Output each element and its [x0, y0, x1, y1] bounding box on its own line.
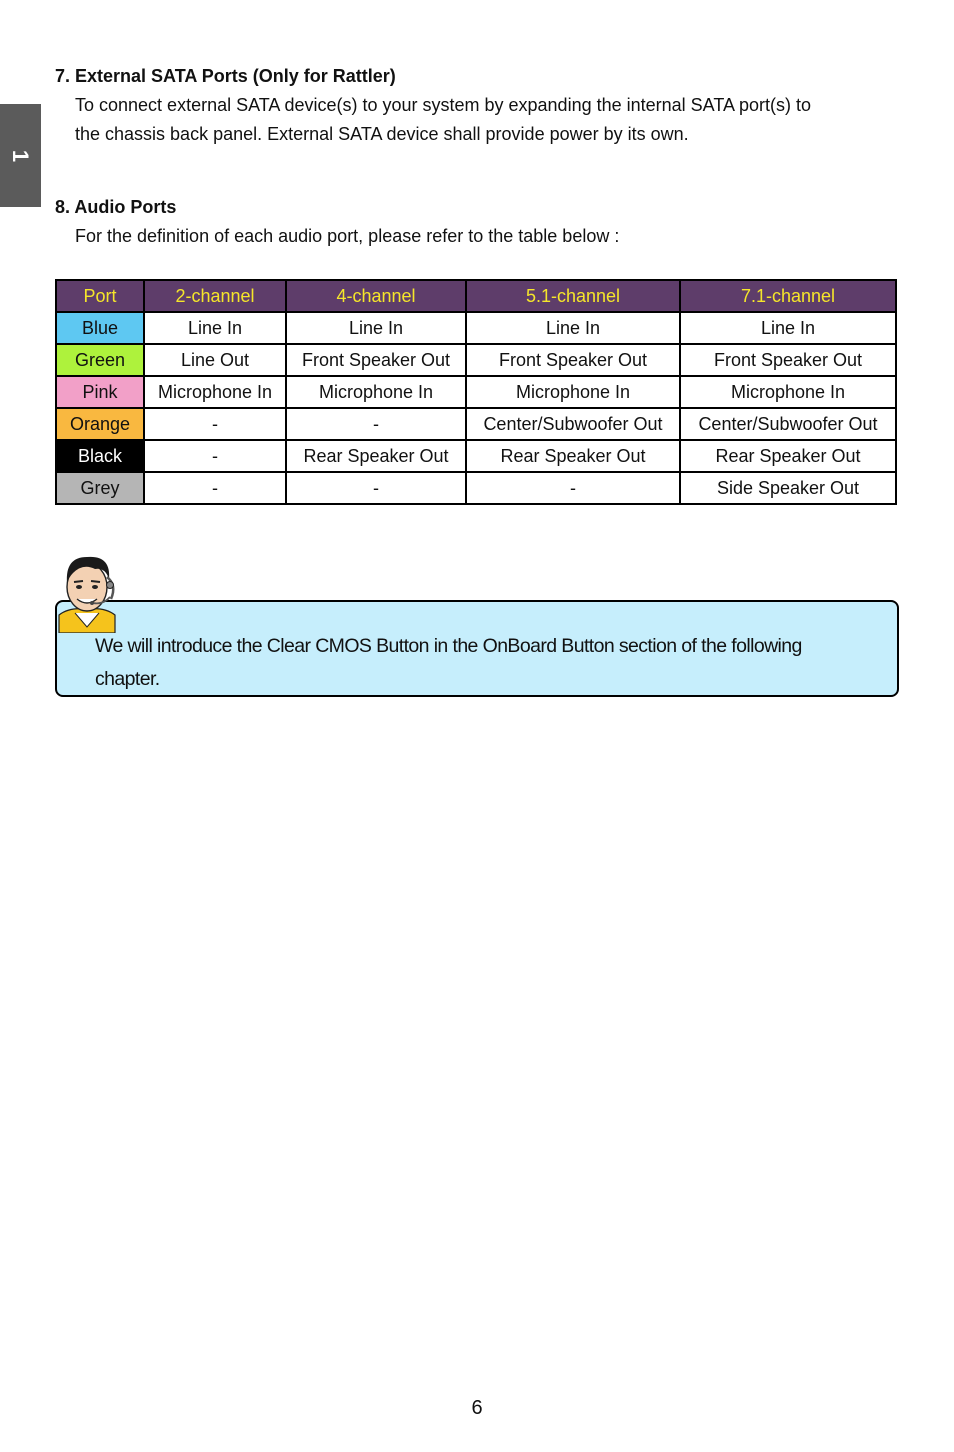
page-number: 6 — [471, 1397, 483, 1419]
cell-2-channel: Line Out — [144, 344, 286, 376]
cell-7-1-channel: Side Speaker Out — [680, 472, 896, 504]
header-4-channel: 4-channel — [286, 280, 466, 312]
cell-4-channel: - — [286, 472, 466, 504]
cell-5-1-channel: Center/Subwoofer Out — [466, 408, 680, 440]
table-row — [56, 440, 896, 472]
cell-4-channel: Line In — [286, 312, 466, 344]
note-line-1: We will introduce the Clear CMOS Button in the OnBoard Button section of the following — [95, 635, 802, 657]
table-row — [56, 344, 896, 376]
table-header-row — [56, 280, 896, 312]
cell-5-1-channel: Line In — [466, 312, 680, 344]
table-row — [56, 312, 896, 344]
cell-7-1-channel: Center/Subwoofer Out — [680, 408, 896, 440]
table-row — [56, 376, 896, 408]
cell-5-1-channel: Microphone In — [466, 376, 680, 408]
chapter-tab — [0, 104, 41, 207]
table-row — [56, 472, 896, 504]
cell-5-1-channel: Rear Speaker Out — [466, 440, 680, 472]
port-color-cell: Green — [56, 344, 144, 376]
cell-7-1-channel: Rear Speaker Out — [680, 440, 896, 472]
cell-2-channel: - — [144, 408, 286, 440]
cell-7-1-channel: Microphone In — [680, 376, 896, 408]
cell-7-1-channel: Front Speaker Out — [680, 344, 896, 376]
cell-5-1-channel: - — [466, 472, 680, 504]
port-color-cell: Blue — [56, 312, 144, 344]
note-box — [55, 600, 899, 697]
port-color-cell: Orange — [56, 408, 144, 440]
header-5-1-channel: 5.1-channel — [466, 280, 680, 312]
cell-2-channel: Line In — [144, 312, 286, 344]
chapter-number: 1 — [8, 149, 34, 162]
cell-2-channel: Microphone In — [144, 376, 286, 408]
note-line-2: chapter. — [95, 668, 160, 690]
section-7-line-1: To connect external SATA device(s) to your system by expanding the internal SATA port(s) to — [75, 95, 812, 115]
cell-4-channel: Microphone In — [286, 376, 466, 408]
section-8-heading: 8. Audio Ports — [55, 197, 177, 217]
header-7-1-channel: 7.1-channel — [680, 280, 896, 312]
cell-4-channel: Rear Speaker Out — [286, 440, 466, 472]
table-row — [56, 408, 896, 440]
cell-2-channel: - — [144, 440, 286, 472]
port-color-cell: Black — [56, 440, 144, 472]
cell-4-channel: - — [286, 408, 466, 440]
section-7-line-2: the chassis back panel. External SATA device shall provide power by its own. — [75, 124, 689, 144]
support-agent-icon — [55, 551, 119, 633]
port-color-cell: Grey — [56, 472, 144, 504]
section-8-body: For the definition of each audio port, please refer to the table below : — [75, 226, 620, 246]
note-text — [95, 630, 895, 696]
port-color-cell: Pink — [56, 376, 144, 408]
audio-ports-table — [55, 279, 897, 505]
header-port: Port — [56, 280, 144, 312]
section-7-heading: 7. External SATA Ports (Only for Rattler) — [55, 66, 396, 86]
header-2-channel: 2-channel — [144, 280, 286, 312]
cell-4-channel: Front Speaker Out — [286, 344, 466, 376]
cell-2-channel: - — [144, 472, 286, 504]
cell-7-1-channel: Line In — [680, 312, 896, 344]
section-7-body — [75, 91, 895, 149]
cell-5-1-channel: Front Speaker Out — [466, 344, 680, 376]
